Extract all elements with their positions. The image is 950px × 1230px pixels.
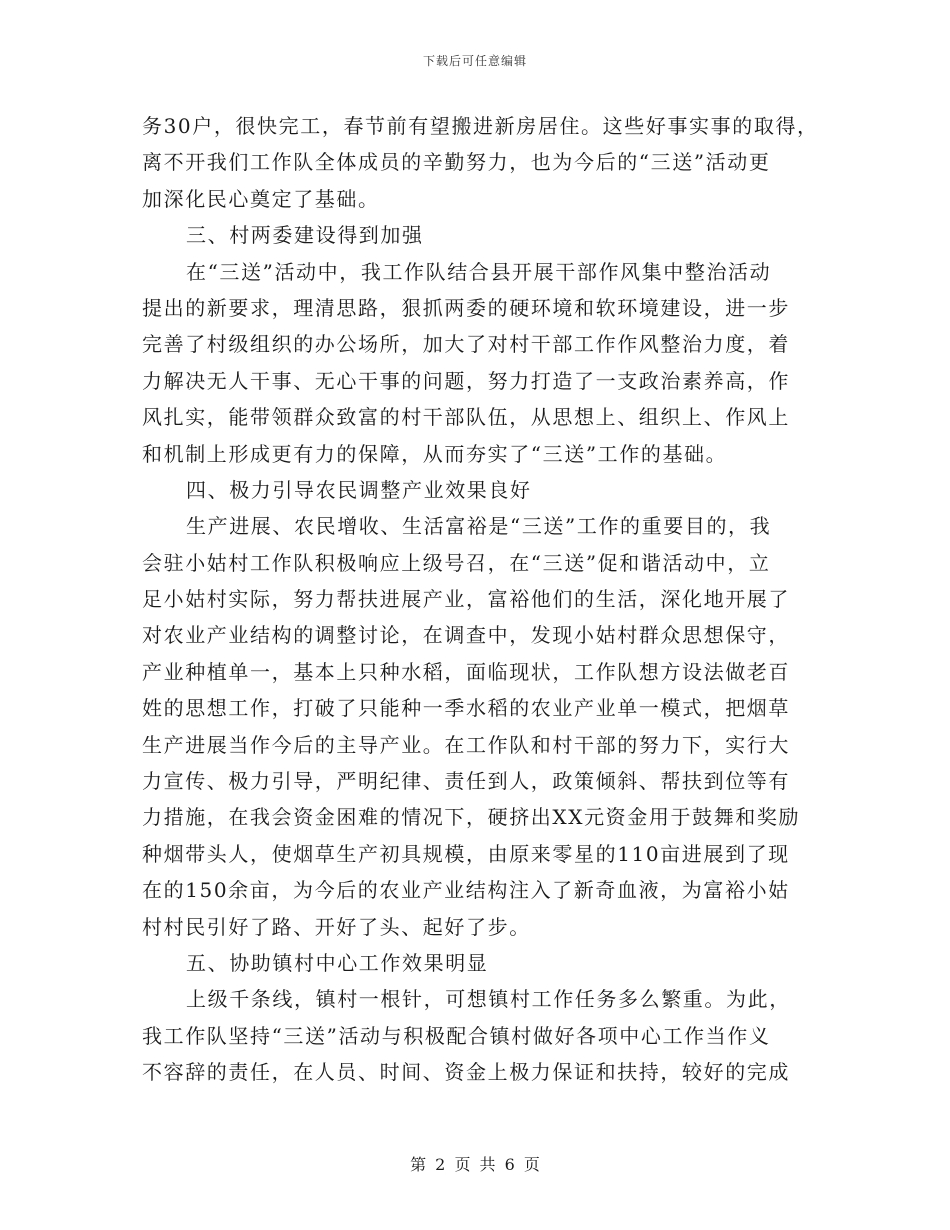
paragraph-line: 我工作队坚持“三送”活动与积极配合镇村做好各项中心工作当作义: [142, 1023, 771, 1048]
paragraph-line: 不容辞的责任，在人员、时间、资金上极力保证和扶持，较好的完成: [142, 1060, 790, 1085]
paragraph-line: 离不开我们工作队全体成员的辛勤努力，也为今后的“三送”活动更: [142, 150, 771, 175]
paragraph-line: 完善了村级组织的办公场所，加大了对村干部工作作风整治力度，着: [142, 332, 790, 357]
paragraph-line: 生产进展当作今后的主导产业。在工作队和村干部的努力下，实行大: [142, 732, 790, 757]
paragraph-line: 在的150余亩，为今后的农业产业结构注入了新奇血液，为富裕小姑: [142, 878, 790, 903]
paragraph-line: 力宣传、极力引导，严明纪律、责任到人，政策倾斜、帮扶到位等有: [142, 769, 790, 794]
document-body: [142, 108, 819, 1091]
paragraph-line: 种烟带头人，使烟草生产初具规模，由原来零星的110亩进展到了现: [142, 841, 790, 866]
paragraph-line: 会驻小姑村工作队积极响应上级号召，在“三送”促和谐活动中，立: [142, 550, 771, 575]
paragraph-line: 足小姑村实际，努力帮扶进展产业，富裕他们的生活，深化地开展了: [142, 587, 790, 612]
paragraph-line: 村村民引好了路、开好了头、起好了步。: [142, 914, 531, 939]
paragraph-line: 加深化民心奠定了基础。: [142, 186, 380, 211]
section-heading: 五、协助镇村中心工作效果明显: [186, 950, 489, 975]
paragraph-line: 力措施，在我会资金困难的情况下，硬挤出XX元资金用于鼓舞和奖励: [142, 805, 801, 830]
section-heading: 四、极力引导农民调整产业效果良好: [186, 477, 532, 502]
paragraph-line: 姓的思想工作，打破了只能种一季水稻的农业产业单一模式，把烟草: [142, 696, 790, 721]
paragraph-line: 生产进展、农民增收、生活富裕是“三送”工作的重要目的，我: [186, 514, 772, 539]
section-heading: 三、村两委建设得到加强: [186, 223, 424, 248]
paragraph-line: 产业种植单一，基本上只种水稻，面临现状，工作队想方设法做老百: [142, 659, 790, 684]
paragraph-line: 在“三送”活动中，我工作队结合县开展干部作风集中整治活动: [186, 259, 772, 284]
paragraph-line: 对农业产业结构的调整讨论，在调查中，发现小姑村群众思想保守，: [142, 623, 790, 648]
page-header: 下载后可任意编辑: [422, 54, 527, 68]
paragraph-line: 务30户，很快完工，春节前有望搬进新房居住。这些好事实事的取得，: [142, 114, 819, 138]
paragraph-line: 上级千条线，镇村一根针，可想镇村工作任务多么繁重。为此，: [186, 987, 791, 1012]
paragraph-line: 和机制上形成更有力的保障，从而夯实了“三送”工作的基础。: [142, 441, 728, 466]
paragraph-line: 提出的新要求，理清思路，狠抓两委的硬环境和软环境建设，进一步: [142, 295, 790, 320]
page-number-footer: 第 2 页 共 6 页: [410, 1155, 540, 1174]
paragraph-line: 风扎实，能带领群众致富的村干部队伍，从思想上、组织上、作风上: [142, 405, 790, 430]
paragraph-line: 力解决无人干事、无心干事的问题，努力打造了一支政治素养高，作: [142, 368, 790, 393]
